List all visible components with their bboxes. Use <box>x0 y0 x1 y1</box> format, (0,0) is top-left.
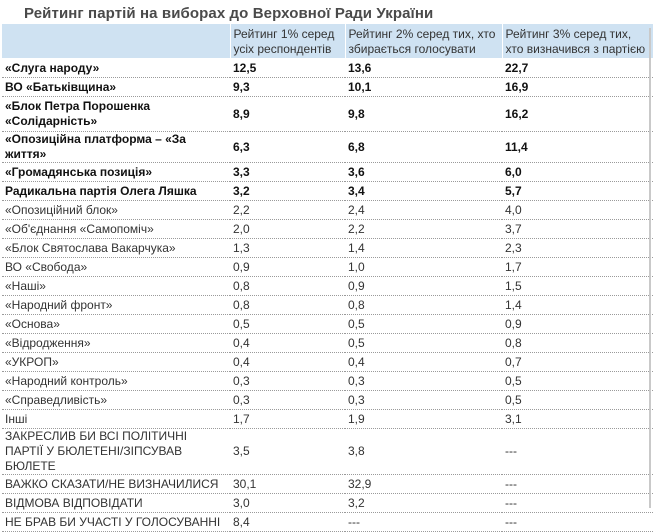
rating-3-cell: --- <box>502 429 653 475</box>
rating-3-cell: 4,0 <box>502 201 653 220</box>
rating-1-cell: 2,0 <box>230 220 345 239</box>
rating-3-cell: 0,7 <box>502 353 653 372</box>
rating-2-cell: 9,8 <box>345 97 502 132</box>
table-row <box>2 78 653 97</box>
table-row <box>2 132 653 163</box>
rating-3-cell: 2,3 <box>502 239 653 258</box>
rating-1-cell: 0,8 <box>230 277 345 296</box>
party-name-cell: НЕ БРАВ БИ УЧАСТІ У ГОЛОСУВАННІ <box>2 513 230 532</box>
rating-2-cell: 13,6 <box>345 59 502 78</box>
rating-2-cell: 0,8 <box>345 296 502 315</box>
rating-3-cell: 16,9 <box>502 78 653 97</box>
rating-1-cell: 3,2 <box>230 182 345 201</box>
table-row <box>2 494 653 513</box>
header-rating-2: Рейтинг 2% серед тих, хто збирається голосувати <box>345 24 502 59</box>
rating-3-cell: 22,7 <box>502 59 653 78</box>
rating-3-cell: 1,4 <box>502 296 653 315</box>
rating-2-cell: 0,9 <box>345 277 502 296</box>
rating-2-cell: 3,8 <box>345 429 502 475</box>
rating-1-cell: 1,3 <box>230 239 345 258</box>
table-row <box>2 391 653 410</box>
rating-1-cell: 30,1 <box>230 475 345 494</box>
party-name-cell: ВО «Свобода» <box>2 258 230 277</box>
party-name-cell: ВІДМОВА ВІДПОВІДАТИ <box>2 494 230 513</box>
rating-2-cell: 0,4 <box>345 353 502 372</box>
party-name-cell: «Опозиційна платформа – «За життя» <box>2 132 230 163</box>
rating-2-cell: 3,2 <box>345 494 502 513</box>
table-row <box>2 97 653 132</box>
rating-2-cell: 0,5 <box>345 334 502 353</box>
table-row <box>2 182 653 201</box>
party-name-cell: «Наші» <box>2 277 230 296</box>
rating-1-cell: 0,8 <box>230 296 345 315</box>
rating-1-cell: 3,0 <box>230 494 345 513</box>
table-row <box>2 372 653 391</box>
rating-1-cell: 3,5 <box>230 429 345 475</box>
party-name-cell: ВАЖКО СКАЗАТИ/НЕ ВИЗНАЧИЛИСЯ <box>2 475 230 494</box>
table-row <box>2 475 653 494</box>
right-edge-shadow <box>649 28 651 508</box>
party-name-cell: «Опозиційний блок» <box>2 201 230 220</box>
party-name-cell: «Блок Петра Порошенка «Солідарність» <box>2 97 230 132</box>
party-name-cell: «Об'єднання «Самопоміч» <box>2 220 230 239</box>
party-name-cell: «Громадянська позиція» <box>2 163 230 182</box>
rating-3-cell: --- <box>502 513 653 532</box>
table-row <box>2 201 653 220</box>
rating-2-cell: 6,8 <box>345 132 502 163</box>
rating-1-cell: 0,4 <box>230 353 345 372</box>
table-row <box>2 220 653 239</box>
rating-1-cell: 8,9 <box>230 97 345 132</box>
party-name-cell: «Народний фронт» <box>2 296 230 315</box>
table-row <box>2 296 653 315</box>
rating-3-cell: 0,5 <box>502 372 653 391</box>
rating-2-cell: 3,4 <box>345 182 502 201</box>
header-party <box>2 24 230 59</box>
header-rating-3: Рейтинг 3% серед тих, хто визначився з партією <box>502 24 653 59</box>
rating-2-cell: --- <box>345 513 502 532</box>
rating-1-cell: 2,2 <box>230 201 345 220</box>
table-row <box>2 59 653 78</box>
page-title: Рейтинг партій на виборах до Верховної Ради України <box>24 5 434 22</box>
party-name-cell: «Блок Святослава Вакарчука» <box>2 239 230 258</box>
rating-1-cell: 12,5 <box>230 59 345 78</box>
rating-2-cell: 0,5 <box>345 315 502 334</box>
rating-2-cell: 3,6 <box>345 163 502 182</box>
table-row <box>2 410 653 429</box>
rating-3-cell: 5,7 <box>502 182 653 201</box>
rating-3-cell: 16,2 <box>502 97 653 132</box>
rating-2-cell: 32,9 <box>345 475 502 494</box>
table-row <box>2 239 653 258</box>
party-name-cell: «Слуга народу» <box>2 59 230 78</box>
table-body <box>2 59 653 532</box>
table-row <box>2 277 653 296</box>
rating-1-cell: 8,4 <box>230 513 345 532</box>
rating-3-cell: 3,7 <box>502 220 653 239</box>
rating-3-cell: 1,7 <box>502 258 653 277</box>
rating-2-cell: 1,4 <box>345 239 502 258</box>
table-row <box>2 315 653 334</box>
rating-2-cell: 0,3 <box>345 372 502 391</box>
rating-2-cell: 1,9 <box>345 410 502 429</box>
party-name-cell: ЗАКРЕСЛИВ БИ ВСІ ПОЛІТИЧНІ ПАРТІЇ У БЮЛЕТЕНІ/ЗІПСУВАВ БЮЛЕТЕ <box>2 429 230 475</box>
table-header <box>2 24 653 59</box>
rating-2-cell: 1,0 <box>345 258 502 277</box>
rating-3-cell: --- <box>502 494 653 513</box>
rating-3-cell: 3,1 <box>502 410 653 429</box>
table-row <box>2 353 653 372</box>
rating-3-cell: 0,5 <box>502 391 653 410</box>
party-name-cell: ВО «Батьківщина» <box>2 78 230 97</box>
rating-3-cell: 0,8 <box>502 334 653 353</box>
ratings-table <box>2 24 653 532</box>
party-name-cell: «Основа» <box>2 315 230 334</box>
rating-1-cell: 0,3 <box>230 391 345 410</box>
table-row <box>2 163 653 182</box>
rating-1-cell: 3,3 <box>230 163 345 182</box>
rating-1-cell: 9,3 <box>230 78 345 97</box>
rating-3-cell: 0,9 <box>502 315 653 334</box>
rating-2-cell: 0,3 <box>345 391 502 410</box>
rating-2-cell: 10,1 <box>345 78 502 97</box>
rating-3-cell: 11,4 <box>502 132 653 163</box>
rating-3-cell: 6,0 <box>502 163 653 182</box>
rating-1-cell: 0,4 <box>230 334 345 353</box>
table-row <box>2 513 653 532</box>
table-row <box>2 258 653 277</box>
header-rating-1: Рейтинг 1% серед усіх респондентів <box>230 24 345 59</box>
rating-1-cell: 0,3 <box>230 372 345 391</box>
party-name-cell: Радикальна партія Олега Ляшка <box>2 182 230 201</box>
party-name-cell: «УКРОП» <box>2 353 230 372</box>
rating-1-cell: 0,5 <box>230 315 345 334</box>
rating-3-cell: --- <box>502 475 653 494</box>
rating-2-cell: 2,2 <box>345 220 502 239</box>
party-name-cell: Інші <box>2 410 230 429</box>
rating-1-cell: 6,3 <box>230 132 345 163</box>
rating-1-cell: 0,9 <box>230 258 345 277</box>
party-name-cell: «Відродження» <box>2 334 230 353</box>
table-row <box>2 429 653 475</box>
party-name-cell: «Справедливість» <box>2 391 230 410</box>
rating-1-cell: 1,7 <box>230 410 345 429</box>
rating-3-cell: 1,5 <box>502 277 653 296</box>
party-name-cell: «Народний контроль» <box>2 372 230 391</box>
table-row <box>2 334 653 353</box>
rating-2-cell: 2,4 <box>345 201 502 220</box>
